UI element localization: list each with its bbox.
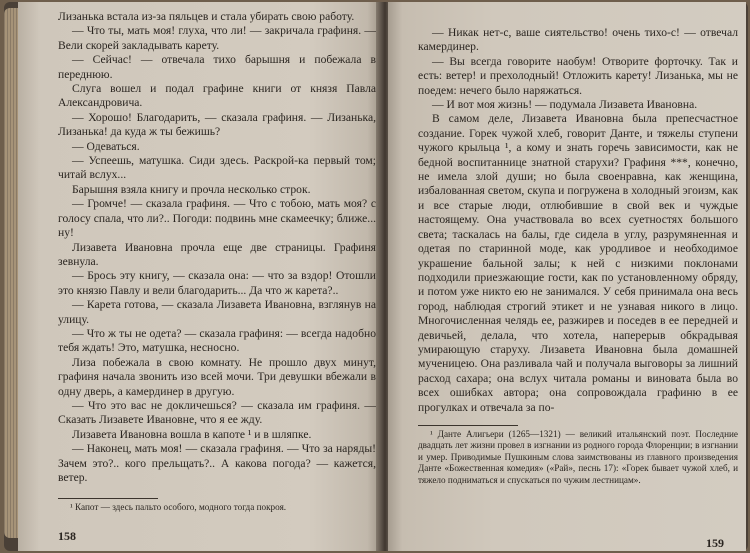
footnote-rule: [418, 425, 518, 426]
paragraph: Лизанька встала из-за пяльцев и стала убирать свою работу.: [58, 10, 355, 23]
paragraph: — Карета готова, — сказала Лизавета Ивановна, взглянув на улицу.: [58, 298, 376, 326]
paragraph: Лизавета Ивановна вошла в капоте ¹ и в шляпке.: [72, 427, 312, 441]
paragraph: — Успеешь, матушка. Сиди здесь. Раскрой-ка первый том; читай вслух...: [58, 154, 376, 182]
footnote-text: ¹ Капот — здесь пальто особого, модного тогда покроя.: [70, 502, 287, 512]
right-page-text: [418, 26, 738, 415]
paragraph: Лизавета Ивановна прочла еще две страницы. Графиня зевнула.: [58, 240, 376, 268]
paragraph: — И вот моя жизнь! — подумала Лизавета Ивановна.: [432, 98, 698, 112]
page-number: 158: [58, 529, 76, 543]
paragraph: — Громче! — сказала графиня. — Что с тобою, мать моя? с голосу спала, что ли?.. Погоди: подвинь мне скамеечку; ближе... ну!: [58, 197, 376, 240]
paragraph: — Что это вас не докличешься? — сказала им графиня. — Сказать Лизавете Ивановне, что я ее жду.: [58, 398, 376, 427]
footnote-rule: [58, 498, 158, 499]
left-footnote: [58, 502, 376, 513]
paragraph: Барышня взяла книгу и прочла несколько строк.: [72, 182, 311, 196]
left-page: [18, 2, 382, 551]
right-footnote: [418, 429, 738, 486]
paragraph: Лиза побежала в свою комнату. Не прошло двух минут, графиня начала звонить изо всей мочи. Три девушки вбежали в одну дверь, а камердинер в другую.: [58, 355, 376, 398]
page-number: 159: [706, 536, 724, 550]
open-book: [4, 2, 748, 551]
paragraph: — Сейчас! — отвечала тихо барышня и побежала в переднюю.: [58, 53, 376, 81]
paragraph: — Брось эту книгу, — сказала она: — что за вздор! Отошли это князю Павлу и вели благодарить... Да что ж карета?..: [58, 269, 376, 297]
paragraph: — Вы всегда говорите наобум! Отворите форточку. Так и есть: ветер! и прехолодный! Отложить карету! Лизанька, мы не поедем: нечего было наряжаться.: [418, 54, 738, 97]
paragraph: — Наконец, мать моя! — сказала графиня. — Что за наряды! Зачем это?.. кого прельщать?.. А какова погода? — кажется, ветер.: [58, 442, 376, 484]
left-page-text: [58, 10, 376, 485]
right-page: [388, 2, 746, 551]
paragraph: В самом деле, Лизавета Ивановна была препесчастное создание. Горек чужой хлеб, говорит Данте, и тяжелы ступени чужого крыльца ¹, а кому и знать горечь зависимости, как не бедной воспитаннице знатной старухи? Графиня ***, конечно, не имела злой души; но была своенравна, как женщина, избалованная светом, скупа и погружена в холодный эгоизм, как и все старые люди, отлюбившие в свой век и чуждые настоящему. Она участвовала во всех суетностях большого света; таскалась на балы, где сидела в углу, разрумяненная и одетая по старинной моде, как уродливое и необходимое украшение бальной залы; к ней с низкими поклонами подходили приезжающие гости, как по установленному обряду, и потом уже никто ею не занимался. У себя принимала она весь город, наблюдая строгий этикет и не узнавая никого в лицо. Многочисленная челядь ее, разжирев и поседев в ее передней и девичьей, делала, что хотела, наперерыв обкрадывая умирающую старуху. Лизавета Ивановна была домашней мученицею. Она разливала чай и получала выговоры за лишний расход сахара; она вслух читала романы и виновата была во всех ошибках автора; она сопровождала графиню в ее прогулках и отвечала за по-: [418, 112, 738, 414]
paragraph: Слуга вошел и подал графине книги от князя Павла Александровича.: [58, 82, 376, 110]
paragraph: — Что ж ты не одета? — сказала графиня: — всегда надобно тебя ждать! Это, матушка, несносно.: [58, 326, 376, 355]
paragraph: — Что ты, мать моя! глуха, что ли! — закричала графиня. — Вели скорей закладывать карету.: [58, 24, 376, 52]
paragraph: — Хорошо! Благодарить, — сказала графиня. — Лизанька, Лизанька! да куда ж ты бежишь?: [58, 110, 376, 139]
footnote-text: ¹ Данте Алигьери (1265—1321) — великий итальянский поэт. Последние двадцать лет жизни провел в изгнании из родного города Флоренции; в изгнании и умер. Приводимые Пушкиным слова заимствованы из главного произведения Данте «Божественная комедия» («Рай», песнь 17): «Горек бывает чужой хлеб, и тяжело подниматься и спускаться по чужим лестницам».: [418, 429, 738, 485]
paragraph: — Никак нет-с, ваше сиятельство! очень тихо-с! — отвечал камердинер.: [418, 26, 738, 54]
paragraph: — Одеваться.: [72, 139, 140, 153]
